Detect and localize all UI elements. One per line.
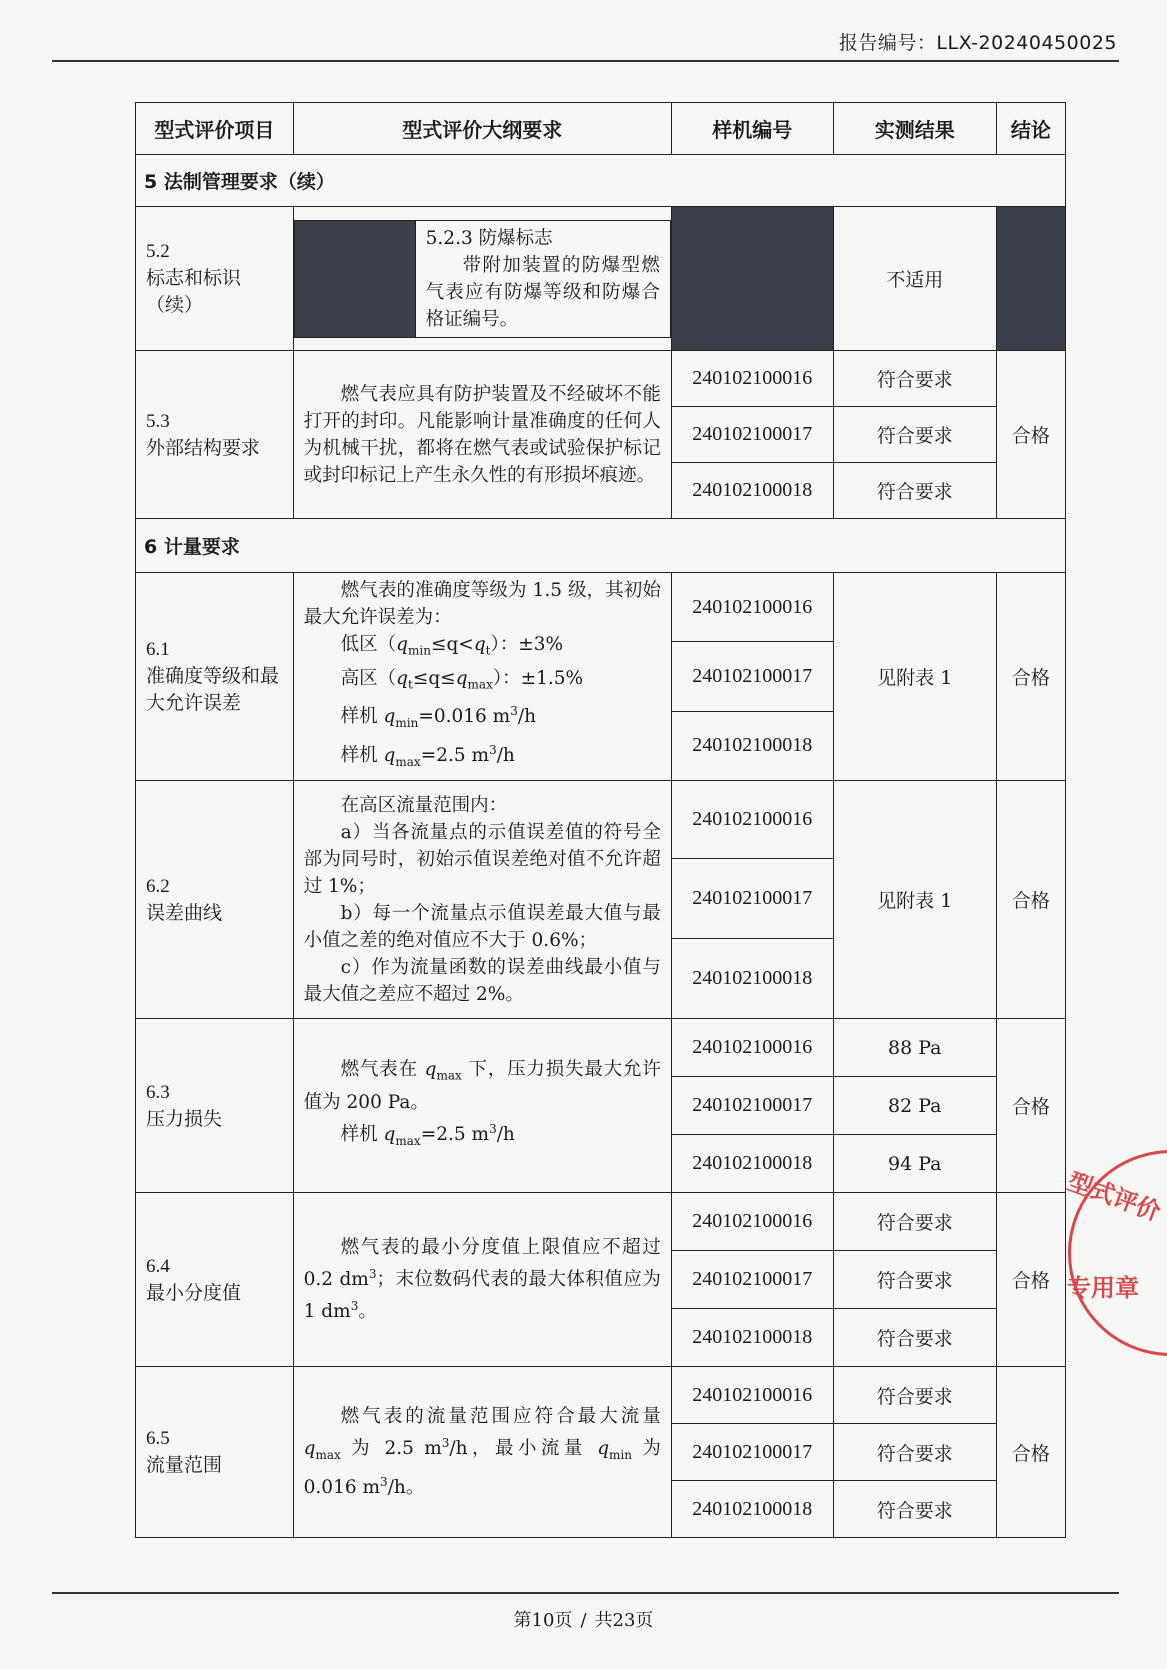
requirement-a: a）当各流量点的示值误差值的符号全部为同号时，初始示值误差绝对值不允许超过 1%； <box>303 821 661 897</box>
table-row <box>136 781 1066 859</box>
sample-id: 240102100017 <box>671 1251 833 1309</box>
section-title: 6 计量要求 <box>136 519 1066 573</box>
conclusion-cell: 合格 <box>996 573 1065 781</box>
result-cell: 见附表 1 <box>833 573 996 781</box>
requirement-title: 5.2.3 防爆标志 <box>425 227 553 249</box>
item-number: 6.4 <box>146 1255 170 1277</box>
requirement-cell <box>293 351 671 519</box>
redacted-block <box>996 207 1065 351</box>
sample-id: 240102100018 <box>671 1309 833 1367</box>
footer-rule <box>52 1592 1119 1594</box>
sample-id: 240102100018 <box>671 1135 833 1193</box>
result-cell: 不适用 <box>833 207 996 351</box>
conclusion-cell: 合格 <box>996 1193 1065 1367</box>
sample-id: 240102100016 <box>671 573 833 642</box>
conclusion-cell: 合格 <box>996 781 1065 1019</box>
requirement-intro: 在高区流量范围内： <box>340 794 508 816</box>
item-cell <box>136 1367 294 1538</box>
sample-id: 240102100017 <box>671 859 833 939</box>
requirement-text: 燃气表的准确度等级为 1.5 级，其初始最大允许误差为： <box>303 580 661 628</box>
qmax-line: 样机 $q_{max}=2.5$ $m^3/h$ <box>340 1122 515 1149</box>
result-cell: 符合要求 <box>833 1193 996 1251</box>
page-separator: / <box>580 1610 587 1631</box>
requirement-text: 燃气表应具有防护装置及不经破坏不能打开的封印。凡能影响计量准确度的任何人为机械干扰，都将在燃气表或试验保护标记或封印标记上产生永久性的有形损坏痕迹。 <box>303 383 661 486</box>
item-name: 误差曲线 <box>146 901 223 924</box>
sample-id: 240102100016 <box>671 1193 833 1251</box>
header-rule <box>52 60 1119 62</box>
requirement-split <box>294 220 671 338</box>
table-row <box>136 1019 1066 1077</box>
requirement-text: 燃气表在 $q_{max}$ 下，压力损失最大允许值为 200 Pa。 <box>303 1058 661 1114</box>
official-seal <box>1064 1150 1167 1356</box>
sample-id: 240102100018 <box>671 711 833 780</box>
col-header-sample: 样机编号 <box>671 103 833 155</box>
item-number: 6.5 <box>146 1428 170 1450</box>
col-header-conclusion: 结论 <box>996 103 1065 155</box>
col-header-result: 实测结果 <box>833 103 996 155</box>
low-range-line: 低区$(q_{min}\le q<q_t)$：±3% <box>340 634 564 658</box>
qmax-line: 样机 $q_{max}=2.5$ $m^3/h$ <box>340 743 515 770</box>
col-header-item: 型式评价项目 <box>136 103 294 155</box>
item-cell <box>136 1019 294 1193</box>
item-cell <box>136 1193 294 1367</box>
item-number: 6.1 <box>146 639 170 661</box>
table-row <box>136 1367 1066 1424</box>
high-range-line: 高区$(q_t\le q\le q_{max})$：±1.5% <box>340 667 584 692</box>
item-name: 标志和标识 <box>146 267 242 289</box>
sample-id: 240102100017 <box>671 642 833 711</box>
section-row <box>136 519 1066 573</box>
requirement-cell <box>293 1019 671 1193</box>
sample-id: 240102100016 <box>671 781 833 859</box>
col-header-requirement: 型式评价大纲要求 <box>293 103 671 155</box>
sample-id: 240102100016 <box>671 1019 833 1077</box>
section-title: 5 法制管理要求（续） <box>136 155 1066 207</box>
sample-id: 240102100017 <box>671 1077 833 1135</box>
sample-id: 240102100017 <box>671 407 833 463</box>
requirement-b: b）每一个流量点示值误差最大值与最小值之差的绝对值应不大于 0.6%； <box>303 902 661 951</box>
sample-id: 240102100018 <box>671 1481 833 1538</box>
seal-text-middle: 专用章 <box>1067 1274 1139 1302</box>
section-row <box>136 155 1066 207</box>
item-cell <box>136 781 294 1019</box>
requirement-body: 带附加装置的防爆型燃气表应有防爆等级和防爆合格证编号。 <box>425 254 660 330</box>
redacted-block <box>294 220 415 337</box>
qmin-line: 样机 $q_{min}=0.016$ $m^3/h$ <box>340 704 537 731</box>
item-number: 5.2 <box>146 241 170 262</box>
sample-id: 240102100016 <box>671 351 833 407</box>
result-cell: 符合要求 <box>833 407 996 463</box>
result-cell: 见附表 1 <box>833 781 996 1019</box>
page-total: 共23页 <box>594 1610 654 1631</box>
sample-id: 240102100016 <box>671 1367 833 1424</box>
item-name: 压力损失 <box>146 1107 223 1130</box>
result-cell: 符合要求 <box>833 1424 996 1481</box>
item-continued: （续） <box>146 294 204 316</box>
table-row <box>136 1193 1066 1251</box>
requirement-cell <box>293 1367 671 1538</box>
conclusion-cell: 合格 <box>996 351 1065 519</box>
item-number: 6.2 <box>146 875 170 897</box>
requirement-cell <box>293 207 671 351</box>
result-cell: 符合要求 <box>833 1309 996 1367</box>
conclusion-cell: 合格 <box>996 1019 1065 1193</box>
page-number: 第10页 <box>513 1610 573 1631</box>
result-cell: 82 Pa <box>833 1077 996 1135</box>
requirement-c: c）作为流量函数的误差曲线最小值与最大值之差应不超过 2%。 <box>303 956 661 1005</box>
item-cell <box>136 207 294 351</box>
seal-text-top: 型式评价 <box>1064 1167 1165 1227</box>
requirement-cell <box>293 1193 671 1367</box>
requirement-text: 燃气表的最小分度值上限值应不超过 0.2 $dm^3$；末位数码代表的最大体积值应为 1 $dm^3$。 <box>303 1236 661 1323</box>
sample-id: 240102100018 <box>671 463 833 519</box>
table-row <box>136 351 1066 407</box>
requirement-cell <box>293 781 671 1019</box>
evaluation-table <box>135 102 1066 1538</box>
result-cell: 94 Pa <box>833 1135 996 1193</box>
requirement-cell <box>293 573 671 781</box>
result-cell: 符合要求 <box>833 1367 996 1424</box>
item-name: 准确度等级和最大允许误差 <box>146 665 280 715</box>
result-cell: 符合要求 <box>833 351 996 407</box>
table-row <box>136 207 1066 351</box>
page-footer <box>0 1606 1167 1632</box>
item-name: 流量范围 <box>146 1454 223 1477</box>
item-name: 最小分度值 <box>146 1281 242 1304</box>
item-name: 外部结构要求 <box>146 436 261 459</box>
requirement-text: 燃气表的流量范围应符合最大流量 $q_{max}$ 为 2.5 $m^3/h$，最小流量 $q_{min}$ 为 0.016 $m^3/h$。 <box>303 1406 661 1499</box>
sample-id: 240102100017 <box>671 1424 833 1481</box>
item-number: 5.3 <box>146 410 170 432</box>
result-cell: 符合要求 <box>833 1251 996 1309</box>
table-row <box>136 573 1066 642</box>
result-cell: 符合要求 <box>833 1481 996 1538</box>
item-cell <box>136 573 294 781</box>
table-header-row <box>136 103 1066 155</box>
result-cell: 88 Pa <box>833 1019 996 1077</box>
report-number: 报告编号：LLX-20240450025 <box>838 32 1117 54</box>
sample-id: 240102100018 <box>671 939 833 1019</box>
conclusion-cell: 合格 <box>996 1367 1065 1538</box>
item-cell <box>136 351 294 519</box>
redacted-block <box>671 207 833 351</box>
requirement-text <box>415 220 670 337</box>
result-cell: 符合要求 <box>833 463 996 519</box>
item-number: 6.3 <box>146 1081 170 1103</box>
